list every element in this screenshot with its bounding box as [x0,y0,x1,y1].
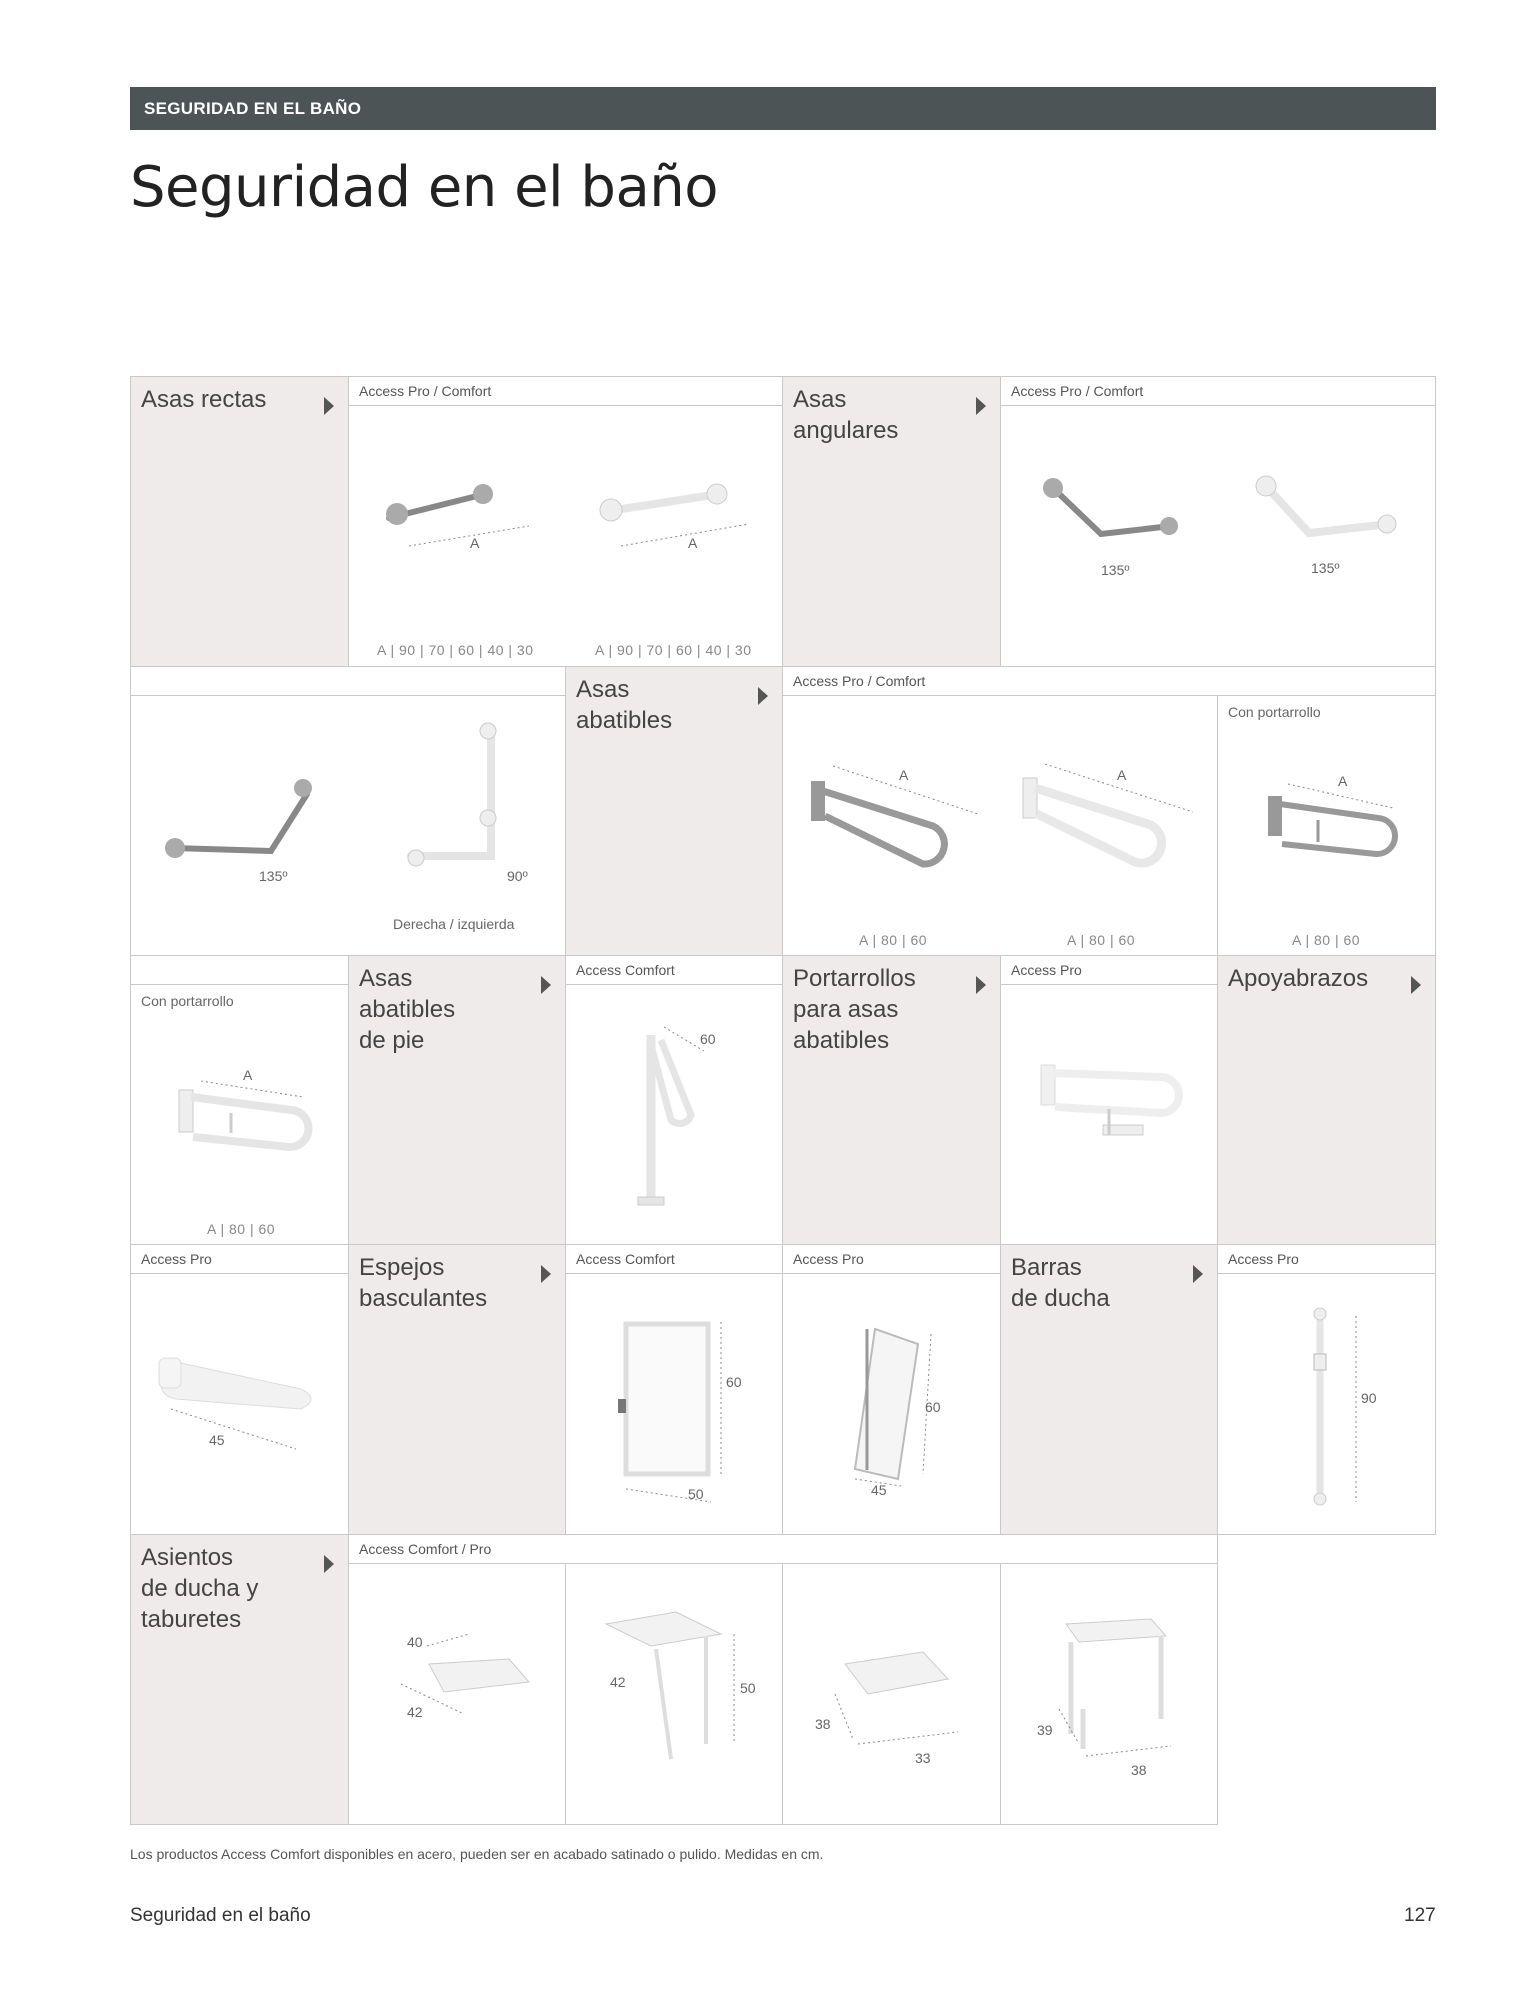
straight-grab-bar-icon [349,406,784,668]
subheader: Con portarrollo [1228,704,1321,720]
dim-38: 38 [1131,1762,1147,1778]
angled-grab-bar-icon [1001,406,1437,668]
product-asiento-2[interactable] [565,1563,783,1825]
product-taburete[interactable] [1000,1563,1218,1825]
dim-a: A [1117,767,1127,783]
header-label: Access Comfort [576,1251,675,1267]
category-asas-rectas[interactable] [130,376,349,667]
dim-a: A [688,535,698,551]
header-pro [1217,1244,1436,1274]
header-label: Access Pro / Comfort [359,383,492,399]
product-asas-angulares[interactable] [1000,405,1436,667]
dim-45: 45 [871,1482,887,1498]
dim-a: A [470,535,480,551]
footnote: Los productos Access Comfort disponibles en acero, pueden ser en acabado satinado o pulido. Medidas en cm. [130,1846,824,1862]
dim-side: Derecha / izquierda [393,916,515,932]
dim-a: A [1338,773,1348,789]
sizes: A | 80 | 60 [1067,932,1136,948]
header-pro [782,1244,1001,1274]
header-pro-comfort [1000,376,1436,406]
product-espejo-comfort[interactable] [565,1273,783,1535]
category-asas-angulares[interactable] [782,376,1001,667]
dim-angle: 90º [507,868,528,884]
dim-60: 60 [925,1399,941,1415]
dim-40: 40 [407,1634,423,1650]
header-empty [130,666,566,696]
category-label: Espejos basculantes [359,1254,488,1312]
dim-90: 90 [1361,1390,1377,1406]
header-empty [130,955,349,985]
product-asas-abatibles-pie[interactable] [565,984,783,1245]
header-label: Access Pro [1228,1251,1299,1267]
category-label: Barras de ducha [1011,1254,1110,1312]
product-asas-abatibles-portarrollo[interactable] [1217,695,1436,956]
foldable-bar-roll-holder-icon [1218,696,1437,957]
product-apoyabrazos[interactable] [130,1273,349,1535]
arrow-right-icon[interactable] [324,397,334,415]
product-asas-angulares-cont[interactable] [130,695,566,956]
arrow-right-icon[interactable] [976,397,986,415]
foldable-grab-bar-icon [783,696,1219,957]
shower-stool-icon [1001,1564,1219,1826]
sizes: A | 80 | 60 [207,1221,276,1237]
product-asas-abatibles[interactable] [782,695,1218,956]
arrow-right-icon[interactable] [1411,976,1421,994]
dim-angle: 135º [259,868,288,884]
header-pro-comfort [348,376,783,406]
product-barra-ducha[interactable] [1217,1273,1436,1535]
roll-holder-icon [1001,985,1219,1246]
product-asas-rectas[interactable] [348,405,783,667]
header-label: Access Comfort / Pro [359,1541,492,1557]
dim-50: 50 [740,1680,756,1696]
arrow-right-icon[interactable] [541,976,551,994]
category-label: Asas angulares [793,386,899,444]
shower-bar-icon [1218,1274,1437,1536]
header-label: Access Pro / Comfort [1011,383,1144,399]
sizes: A | 90 | 70 | 60 | 40 | 30 [377,642,534,658]
category-barras-ducha[interactable] [1000,1244,1218,1535]
subheader: Con portarrollo [141,993,234,1009]
category-label: Asas abatibles de pie [359,965,456,1054]
arrow-right-icon[interactable] [541,1265,551,1283]
sizes: A | 80 | 60 [1292,932,1361,948]
shower-seat-icon [783,1564,1002,1826]
header-label: Access Pro / Comfort [793,673,926,689]
section-banner-label: SEGURIDAD EN EL BAÑO [144,99,362,118]
product-portarrollos[interactable] [1000,984,1218,1245]
header-pro [1000,955,1218,985]
tilting-mirror-icon [566,1274,784,1536]
dim-a: A [243,1067,253,1083]
dim-a: A [899,767,909,783]
foldable-bar-roll-holder-icon [131,985,350,1246]
dim-50: 50 [688,1486,704,1502]
category-label: Portarrollos para asas abatibles [793,965,916,1054]
dim-60: 60 [700,1031,716,1047]
dim-42: 42 [407,1704,423,1720]
sizes: A | 80 | 60 [859,932,928,948]
section-banner [130,87,1436,130]
dim-39: 39 [1037,1722,1053,1738]
product-espejo-pro[interactable] [782,1273,1001,1535]
dim-42: 42 [610,1674,626,1690]
arrow-right-icon[interactable] [758,687,768,705]
category-label: Asas rectas [141,386,267,413]
category-label: Asientos de ducha y taburetes [141,1544,259,1633]
category-portarrollos[interactable] [782,955,1001,1245]
header-pro-comfort [782,666,1436,696]
tilting-mirror-icon [783,1274,1002,1536]
armrest-icon [131,1274,350,1536]
dim-45: 45 [209,1432,225,1448]
product-asiento-3[interactable] [782,1563,1001,1825]
header-label: Access Pro [1011,962,1082,978]
category-espejos[interactable] [348,1244,566,1535]
product-asas-abatibles-portarrollo[interactable] [130,984,349,1245]
category-asas-abatibles-pie[interactable] [348,955,566,1245]
header-label: Access Comfort [576,962,675,978]
dim-38: 38 [815,1716,831,1732]
arrow-right-icon[interactable] [324,1555,334,1573]
product-asiento-1[interactable] [348,1563,566,1825]
folding-shower-seat-icon [349,1564,567,1826]
header-label: Access Pro [793,1251,864,1267]
dim-33: 33 [915,1750,931,1766]
header-comfort [565,955,783,985]
footer-page-number: 127 [1404,1905,1436,1926]
dim-60: 60 [726,1374,742,1390]
header-comfort-pro [348,1534,1218,1564]
arrow-right-icon[interactable] [976,976,986,994]
dim-angle: 135º [1311,560,1340,576]
arrow-right-icon[interactable] [1193,1265,1203,1283]
sizes: A | 90 | 70 | 60 | 40 | 30 [595,642,752,658]
dim-angle: 135º [1101,562,1130,578]
category-asientos[interactable] [130,1534,349,1825]
category-apoyabrazos[interactable] [1217,955,1436,1245]
floor-foldable-bar-icon [566,985,784,1246]
category-asas-abatibles[interactable] [565,666,783,956]
footer-section: Seguridad en el baño [130,1905,311,1926]
header-label: Access Pro [141,1251,212,1267]
category-label: Apoyabrazos [1228,965,1369,992]
header-comfort [565,1244,783,1274]
category-label: Asas abatibles [576,676,673,734]
page-title: Seguridad en el baño [130,155,719,220]
header-pro [130,1244,349,1274]
